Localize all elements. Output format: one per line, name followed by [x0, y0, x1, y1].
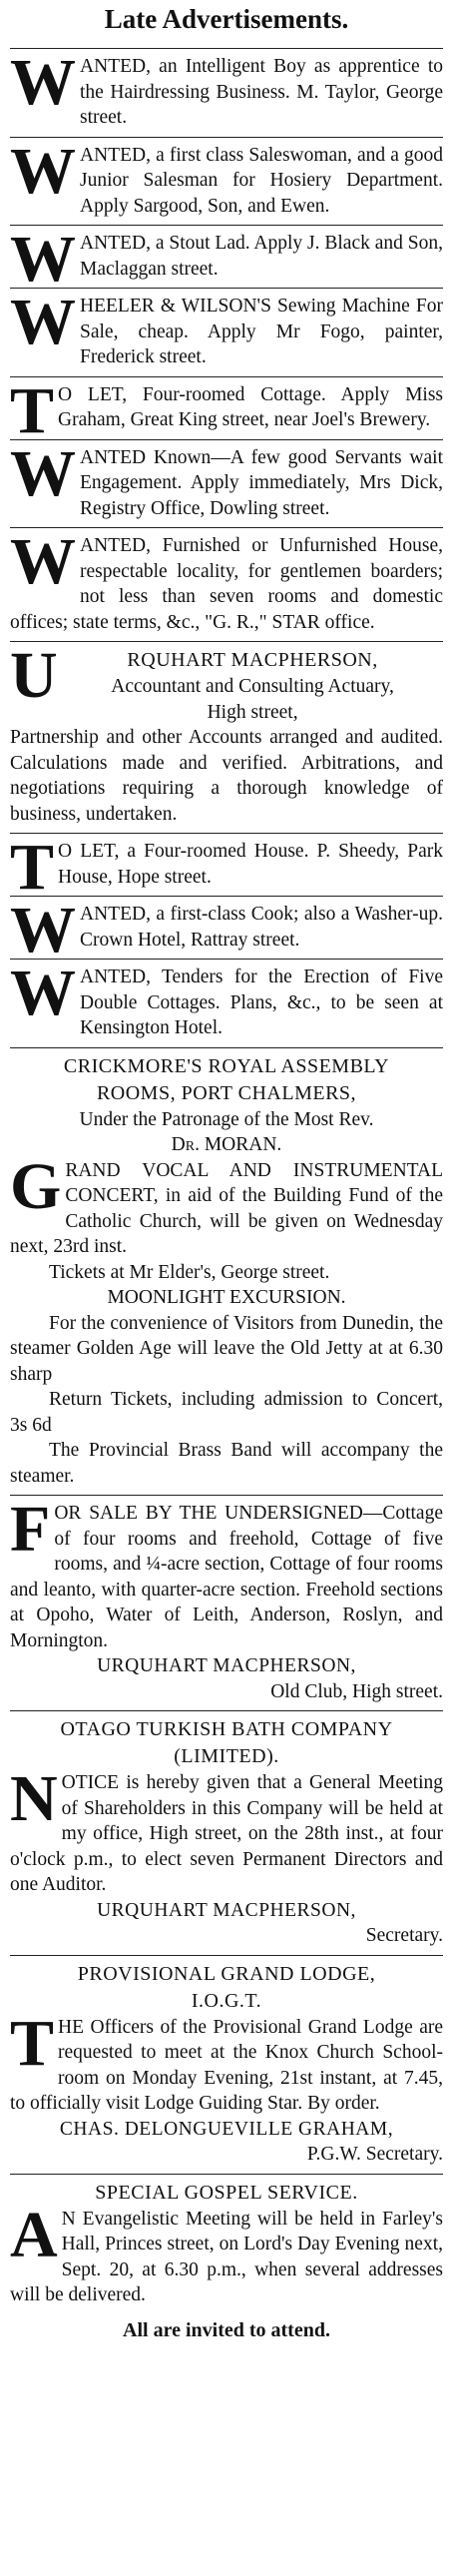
divider: [10, 1495, 443, 1496]
ad-tenders: WANTED, Tenders for the Erection of Five Double Cottages. Plans, &c., to be seen at Kensington Hotel.: [10, 957, 443, 1038]
ad-saleswoman: WANTED, a first class Saleswoman, and a good Junior Salesman for Hosiery Department. Apply Sargood, Son, and Ewen.: [10, 134, 443, 217]
divider: [10, 376, 443, 377]
lodge-signature: CHAS. DELONGUEVILLE GRAHAM,: [59, 2118, 394, 2140]
ad-cook: WANTED, a first-class Cook; also a Washer-up. Crown Hotel, Rattray street.: [10, 894, 443, 966]
ad-servants: WANTED Known—A few good Servants wait Engagement. Apply immediately, Mrs Dick, Registry Office, Dowling street.: [10, 436, 443, 519]
concert-heading-1: CRICKMORE'S ROYAL ASSEMBLY: [63, 1054, 390, 1077]
divider: [10, 1047, 443, 1048]
concert-return-tickets: Return Tickets, including admission to Concert, 3s 6d: [10, 1389, 443, 1436]
sale-signature: URQUHART MACPHERSON,: [97, 1655, 356, 1676]
gospel-body: AN Evangelistic Meeting will be held in Farley's Hall, Princes street, on Lord's Day Evening next, Sept. 20, at 6.30 p.m., when several addresses will be delivered.: [10, 2198, 443, 2305]
concert-excursion: MOONLIGHT EXCURSION.: [107, 1287, 346, 1308]
macpherson-heading: URQUHART MACPHERSON,: [10, 639, 378, 712]
concert-patronage: Under the Patronage of the Most Rev.: [79, 1108, 374, 1130]
macpherson-body: Partnership and other Accounts arranged and audited. Calculations made and verified. Arbitrations, and negotiations requiring a thorough knowledge of business, undertaken.: [10, 727, 443, 825]
macpherson-subtitle: Accountant and Consulting Actuary,: [111, 676, 394, 697]
ad-cottage-to-let: TO LET, Four-roomed Cottage. Apply Miss Graham, Great King street, near Joel's Brewery.: [10, 373, 443, 447]
bath-heading-2: (LIMITED).: [174, 1745, 279, 1767]
sale-body: FOR SALE BY THE UNDERSIGNED—Cottage of four rooms and freehold, Cottage of five rooms, and ¼-acre section, Cottage of four rooms and leanto, with quarter-acre section. Freehold sections at Opoho, Water of Leith, Anderson, Roslyn, and Mornington.: [10, 1493, 443, 1651]
divider: [10, 833, 443, 834]
divider: [10, 1710, 443, 1711]
concert-steamer: For the convenience of Visitors from Dunedin, the steamer Golden Age will leave the Old Jetty at at 6.30 sharp: [10, 1312, 443, 1385]
concert-heading-2: ROOMS, PORT CHALMERS,: [96, 1081, 357, 1104]
divider: [10, 641, 443, 642]
bath-role: Secretary.: [365, 1925, 443, 1946]
sale-address: Old Club, High street.: [270, 1680, 443, 1702]
concert-patron-name: Dr. MORAN.: [171, 1134, 282, 1155]
ad-house-to-let: TO LET, a Four-roomed House. P. Sheedy, Park House, Hope street.: [10, 831, 443, 904]
lodge-heading-1: PROVISIONAL GRAND LODGE,: [77, 1962, 376, 1985]
bath-signature: URQUHART MACPHERSON,: [97, 1899, 356, 1921]
ad-house-wanted: WANTED, Furnished or Unfurnished House, respectable locality, for gentlemen boarders; not less than seven rooms and domestic offices; state terms, &c., "G. R.," STAR office.: [10, 525, 443, 633]
divider: [10, 1955, 443, 1956]
macpherson-address: High street,: [207, 701, 298, 723]
ad-stout-lad: WANTED, a Stout Lad. Apply J. Black and Son, Maclaggan street.: [10, 223, 443, 296]
ad-apprentice-boy: WANTED, an Intelligent Boy as apprentice to the Hairdressing Business. M. Taylor, George street.: [10, 46, 443, 128]
gospel-invitation: All are invited to attend.: [123, 2318, 330, 2341]
concert-body: GRAND VOCAL AND INSTRUMENTAL CONCERT, in aid of the Building Fund of the Catholic Church, will be given on Wednesday next, 23rd inst.: [10, 1149, 443, 1257]
lodge-role: P.G.W. Secretary.: [306, 2144, 443, 2165]
concert-tickets: Tickets at Mr Elder's, George street.: [49, 1261, 330, 1283]
divider: [10, 2174, 443, 2175]
bath-heading-1: OTAGO TURKISH BATH COMPANY: [60, 1718, 393, 1740]
gospel-heading: SPECIAL GOSPEL SERVICE.: [95, 2181, 358, 2204]
column-title: Late Advertisements.: [104, 4, 349, 34]
ad-sewing-machine: WHEELER & WILSON'S Sewing Machine For Sale, cheap. Apply Mr Fogo, painter, Frederick street.: [10, 286, 443, 367]
lodge-heading-2: I.O.G.T.: [191, 1989, 262, 2012]
lodge-body: THE Officers of the Provisional Grand Lodge are requested to meet at the Knox Church School-room on Monday Evening, 21st instant, at 7.45, to officially visit Lodge Guiding Star. By order.: [10, 2006, 443, 2114]
concert-band: The Provincial Brass Band will accompany the steamer.: [10, 1440, 443, 1487]
bath-notice: NOTICE is hereby given that a General Meeting of Shareholders in this Company will be held at my office, High street, on the 28th inst., at four o'clock p.m., to elect seven Permanent Directors and one Auditor.: [10, 1762, 443, 1895]
